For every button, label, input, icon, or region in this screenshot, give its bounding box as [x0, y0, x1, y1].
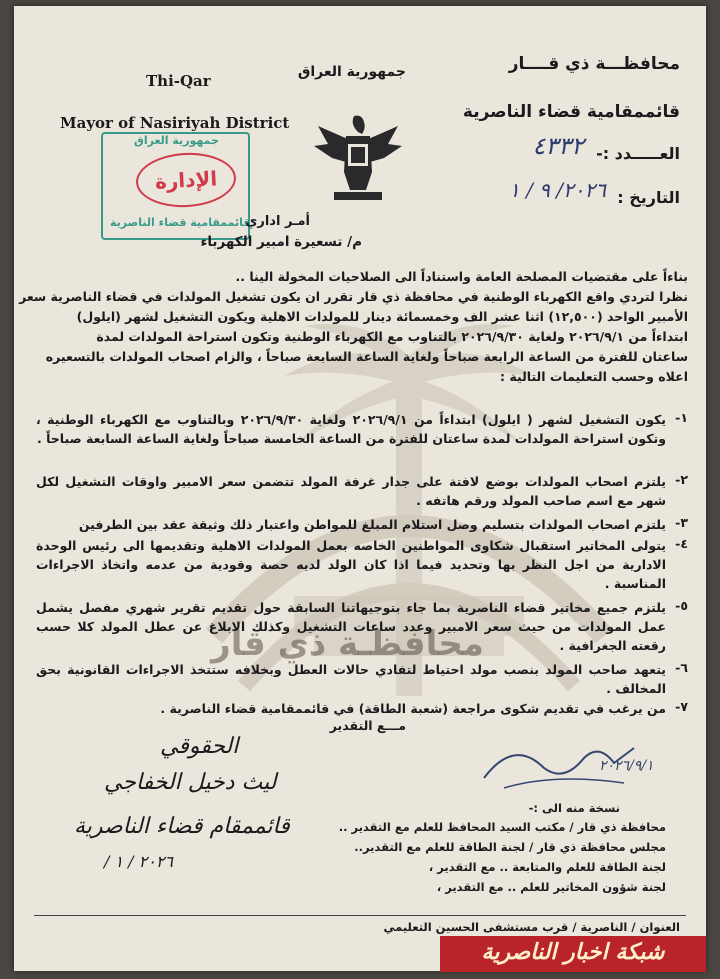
instruction-text: يتعهد صاحب المولد بنصب مولد احتياط لتفادي حالات العطل وبخلافه ستتخذ الاجراءات القانونية بحق المخالف .: [36, 662, 666, 696]
stamp-admin-word: الإدارة: [135, 150, 238, 209]
intro-line: اعلاه وحسب التعليمات التالية :: [500, 369, 688, 384]
copies-heading: نسخة منه الى :-: [528, 801, 620, 815]
instruction-number: ٢-: [675, 472, 688, 487]
copies-item: محافظة ذي قار / مكتب السيد المحافظ للعلم مع التقدير ..: [338, 820, 666, 834]
instruction-number: ٤-: [675, 536, 688, 551]
instruction-text: من يرغب في تقديم شكوى مراجعة (شعبة الطاقة) في قائممقامية قضاء الناصرية .: [160, 701, 666, 716]
english-title: Mayor of Nasiriyah District: [60, 114, 290, 132]
date-value: ٢٠٢٦/ ٩ / ١: [508, 178, 606, 202]
intro-line: ابتداءاً من ٢٠٢٦/٩/١ ولغاية ٢٠٢٦/٩/٣٠ بالتناوب مع الكهرباء الوطنية وتكون استراحة المولدات لمدة: [96, 329, 688, 344]
stamp-ring-top: جمهورية العراق: [134, 134, 219, 147]
subject-line: م/ تسعيرة امبير الكهرباء: [200, 234, 362, 250]
document-page: [14, 6, 706, 971]
intro-line: بناءاً على مقتضيات المصلحة العامة واستناداً الى الصلاحيات المخولة الينا ..: [235, 269, 688, 284]
intro-line: ساعتان للفترة من الساعة الرابعة صباحاً ولغاية الساعة السابعة صباحاً ، والزام اصحاب المولدات بالتسعيره: [45, 349, 688, 364]
number-value: ٤٣٣٢: [532, 132, 584, 160]
english-region: Thi-Qar: [146, 72, 211, 90]
instruction-number: ١-: [675, 410, 688, 425]
intro-line: نظرا لتردي واقع الكهرباء الوطنية في محافظة ذي قار تقرر ان يكون تشغيل المولدات في قضاء الناصرية سعر: [19, 289, 688, 304]
instruction-number: ٥-: [675, 598, 688, 613]
stamp-ring-bottom: قائممقامية قضاء الناصرية: [110, 216, 251, 229]
address-line: العنوان / الناصرية / قرب مستشفى الحسين التعليمي: [383, 920, 680, 934]
district-office: قائممقامية قضاء الناصرية: [462, 102, 680, 122]
signature-position: قائممقام قضاء الناصرية: [74, 814, 290, 839]
signature-name: ليث دخيل الخفاجي: [104, 770, 277, 795]
signature-date: ٢٠٢٦ / ١ /: [104, 852, 174, 871]
date-label: التاريخ :: [617, 188, 680, 207]
instruction-text: يلتزم جميع مخاتير قضاء الناصرية بما جاء بتوجيهاتنا السابقة حول تقديم تقرير شهري مفصل يشمل عمل المولدات من حيث سعر الامبير وعدد ساعات التشغيل وكذلك الابلاغ عن عطل المولد كلا حسب رقعته الجغرافية .: [36, 600, 666, 653]
intro-line: الأمبير الواحد (١٢,٥٠٠) اثنا عشر الف وخمسمائة دينار للمولدات الاهلية ويكون التشغيل لشهر (ايلول): [76, 309, 688, 324]
instruction-number: ٧-: [675, 699, 688, 714]
republic-name: جمهورية العراق: [297, 64, 406, 80]
instruction-text: يلتزم اصحاب المولدات بتسليم وصل استلام المبلغ للمواطن واعتبار ذلك وثيقة عقد بين الطرفين: [78, 517, 666, 532]
instruction-text: يلتزم اصحاب المولدات بوضع لافتة على جدار غرفة المولد تتضمن سعر الامبير واوقات التشغيل لكل شهر مع اسم صاحب المولد ورقم هاتفه .: [36, 474, 666, 508]
copies-item: لجنة شؤون المخاتير للعلم .. مع التقدير ،: [436, 880, 666, 894]
watermark-text: محافظـة ذي قار: [211, 624, 484, 664]
instruction-number: ٦-: [675, 660, 688, 675]
closing-line: مـــع التقدير: [329, 718, 406, 733]
footer-divider: [34, 915, 686, 916]
copies-item: مجلس محافظة ذي قار / لجنة الطاقة للعلم مع التقدير..: [354, 840, 666, 854]
news-logo-text: شبكة اخبار الناصرية: [481, 940, 665, 965]
number-label: العـــــدد :-: [596, 144, 680, 163]
governorate-name: محافظـــة ذي قــــار: [508, 54, 680, 74]
instruction-text: يكون التشغيل لشهر ( ايلول) ابتداءاً من ٢٠٢٦/٩/١ ولغاية ٢٠٢٦/٩/٣٠ وبالتناوب مع الكهرباء الوطنية ، وتكون استراحة المولدات لمدة ساعتان للفترة من الساعة الخامسة صباحاً ولغاية الساعة السابعة صباحاً .: [36, 412, 666, 446]
copies-item: لجنة الطاقة للعلم والمتابعة .. مع التقدير ،: [428, 860, 666, 874]
instruction-number: ٣-: [675, 515, 688, 530]
initials-date: ٢٠٢٦/٩/١: [599, 758, 654, 774]
order-type: أمـر اداري: [245, 214, 310, 229]
signature-title: الحقوقي: [160, 734, 239, 759]
eagle-emblem: [310, 110, 406, 210]
instruction-text: يتولى المخاتير استقبال شكاوى المواطنين الخاصه بعمل المولدات الاهلية وتقديمها الى رئيس الوحدة الادارية من اجل النظر بها وتحديد فيما اذا كان الولد لديه حصة وقودية من عدمه واتخاذ الاجراءات المناسبة .: [36, 538, 666, 591]
